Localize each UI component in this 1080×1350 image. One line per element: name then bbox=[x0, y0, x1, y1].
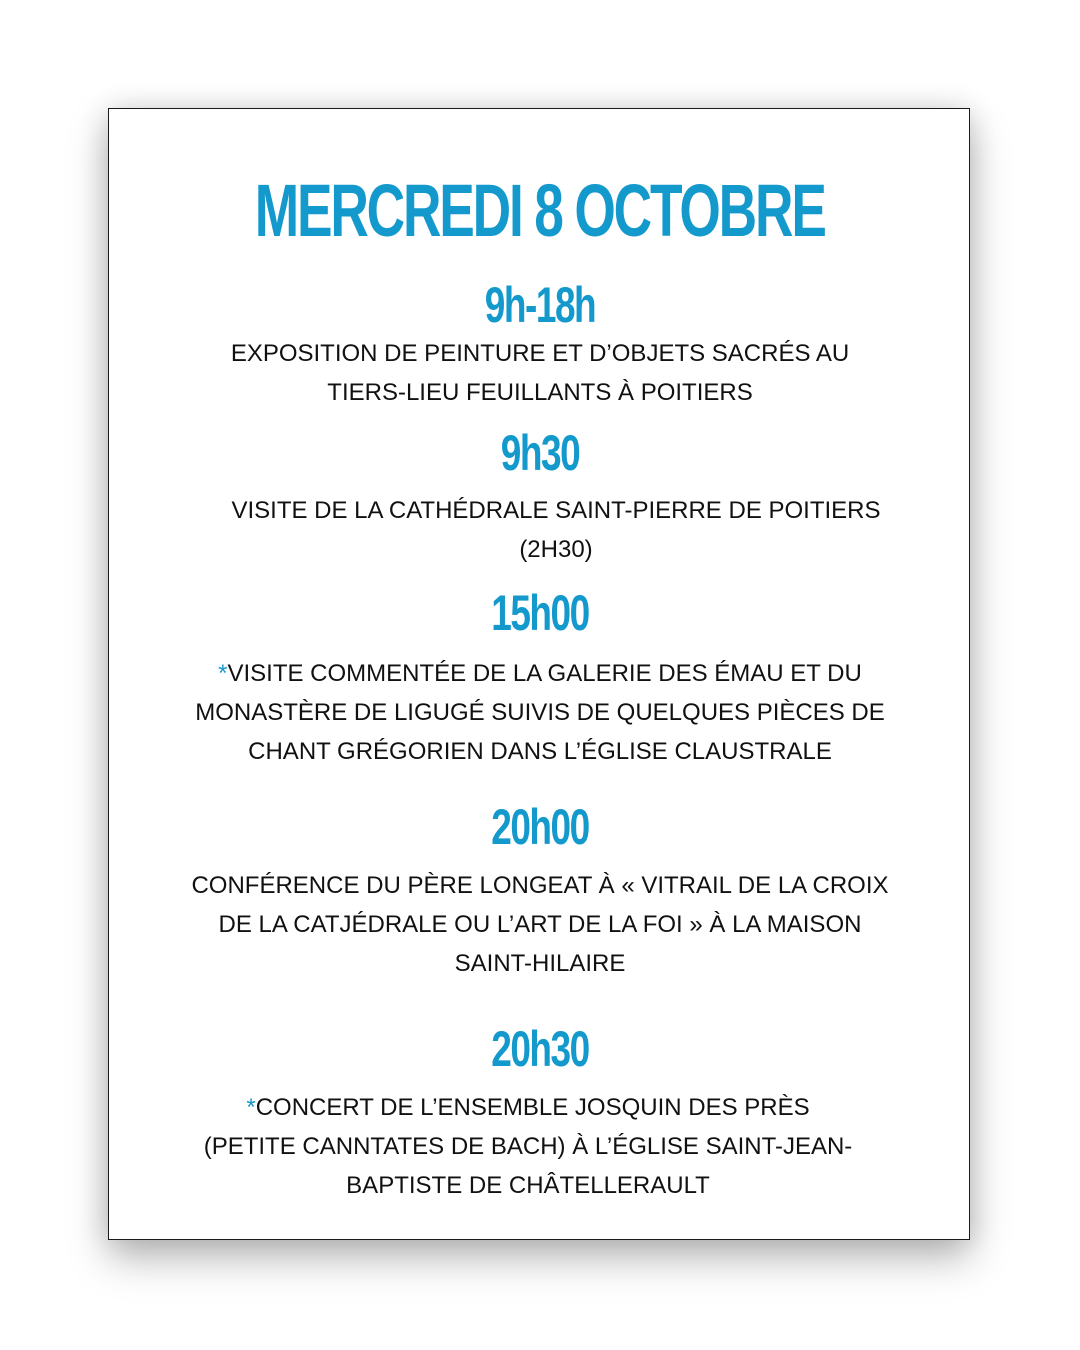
event-4-line-3: SAINT-HILAIRE bbox=[454, 950, 626, 977]
event-description-4 bbox=[149, 866, 931, 983]
event-description-1 bbox=[149, 334, 931, 412]
event-2-line-2: (2H30) bbox=[519, 536, 593, 563]
event-time-2: 9h30 bbox=[500, 425, 580, 481]
event-time-3: 15h00 bbox=[491, 585, 589, 641]
event-5-line-3: BAPTISTE DE CHÂTELLERAULT bbox=[346, 1172, 710, 1199]
event-description-2 bbox=[165, 491, 947, 569]
event-1-line-2: TIERS-LIEU FEUILLANTS À POITIERS bbox=[327, 379, 753, 406]
page-title: MERCREDI 8 OCTOBRE bbox=[254, 169, 825, 252]
event-1-line-1: EXPOSITION DE PEINTURE ET D’OBJETS SACRÉS AU bbox=[230, 340, 850, 367]
event-description-3 bbox=[149, 654, 931, 771]
event-5-line-1: CONCERT DE L’ENSEMBLE JOSQUIN DES PRÈS bbox=[255, 1094, 810, 1121]
event-3-line-3: CHANT GRÉGORIEN DANS L’ÉGLISE CLAUSTRALE bbox=[248, 738, 832, 765]
event-time-4: 20h00 bbox=[491, 799, 589, 855]
event-3-line-1: VISITE COMMENTÉE DE LA GALERIE DES ÉMAU ET DU bbox=[227, 660, 862, 687]
event-2-line-1: VISITE DE LA CATHÉDRALE SAINT-PIERRE DE POITIERS bbox=[231, 497, 881, 524]
event-time-1: 9h-18h bbox=[484, 277, 596, 333]
event-5-asterisk: * bbox=[246, 1094, 256, 1121]
event-time-5: 20h30 bbox=[491, 1021, 589, 1077]
event-3-line-2: MONASTÈRE DE LIGUGÉ SUIVIS DE QUELQUES PIÈCES DE bbox=[195, 699, 885, 726]
event-4-line-1: CONFÉRENCE DU PÈRE LONGEAT À « VITRAIL DE LA CROIX bbox=[191, 872, 889, 899]
program-card bbox=[108, 108, 970, 1240]
event-3-asterisk: * bbox=[218, 660, 228, 687]
event-4-line-2: DE LA CATJÉDRALE OU L’ART DE LA FOI » À LA MAISON bbox=[218, 911, 862, 938]
event-5-line-2: (PETITE CANNTATES DE BACH) À L’ÉGLISE SAINT-JEAN- bbox=[203, 1133, 853, 1160]
event-description-5 bbox=[137, 1088, 919, 1205]
